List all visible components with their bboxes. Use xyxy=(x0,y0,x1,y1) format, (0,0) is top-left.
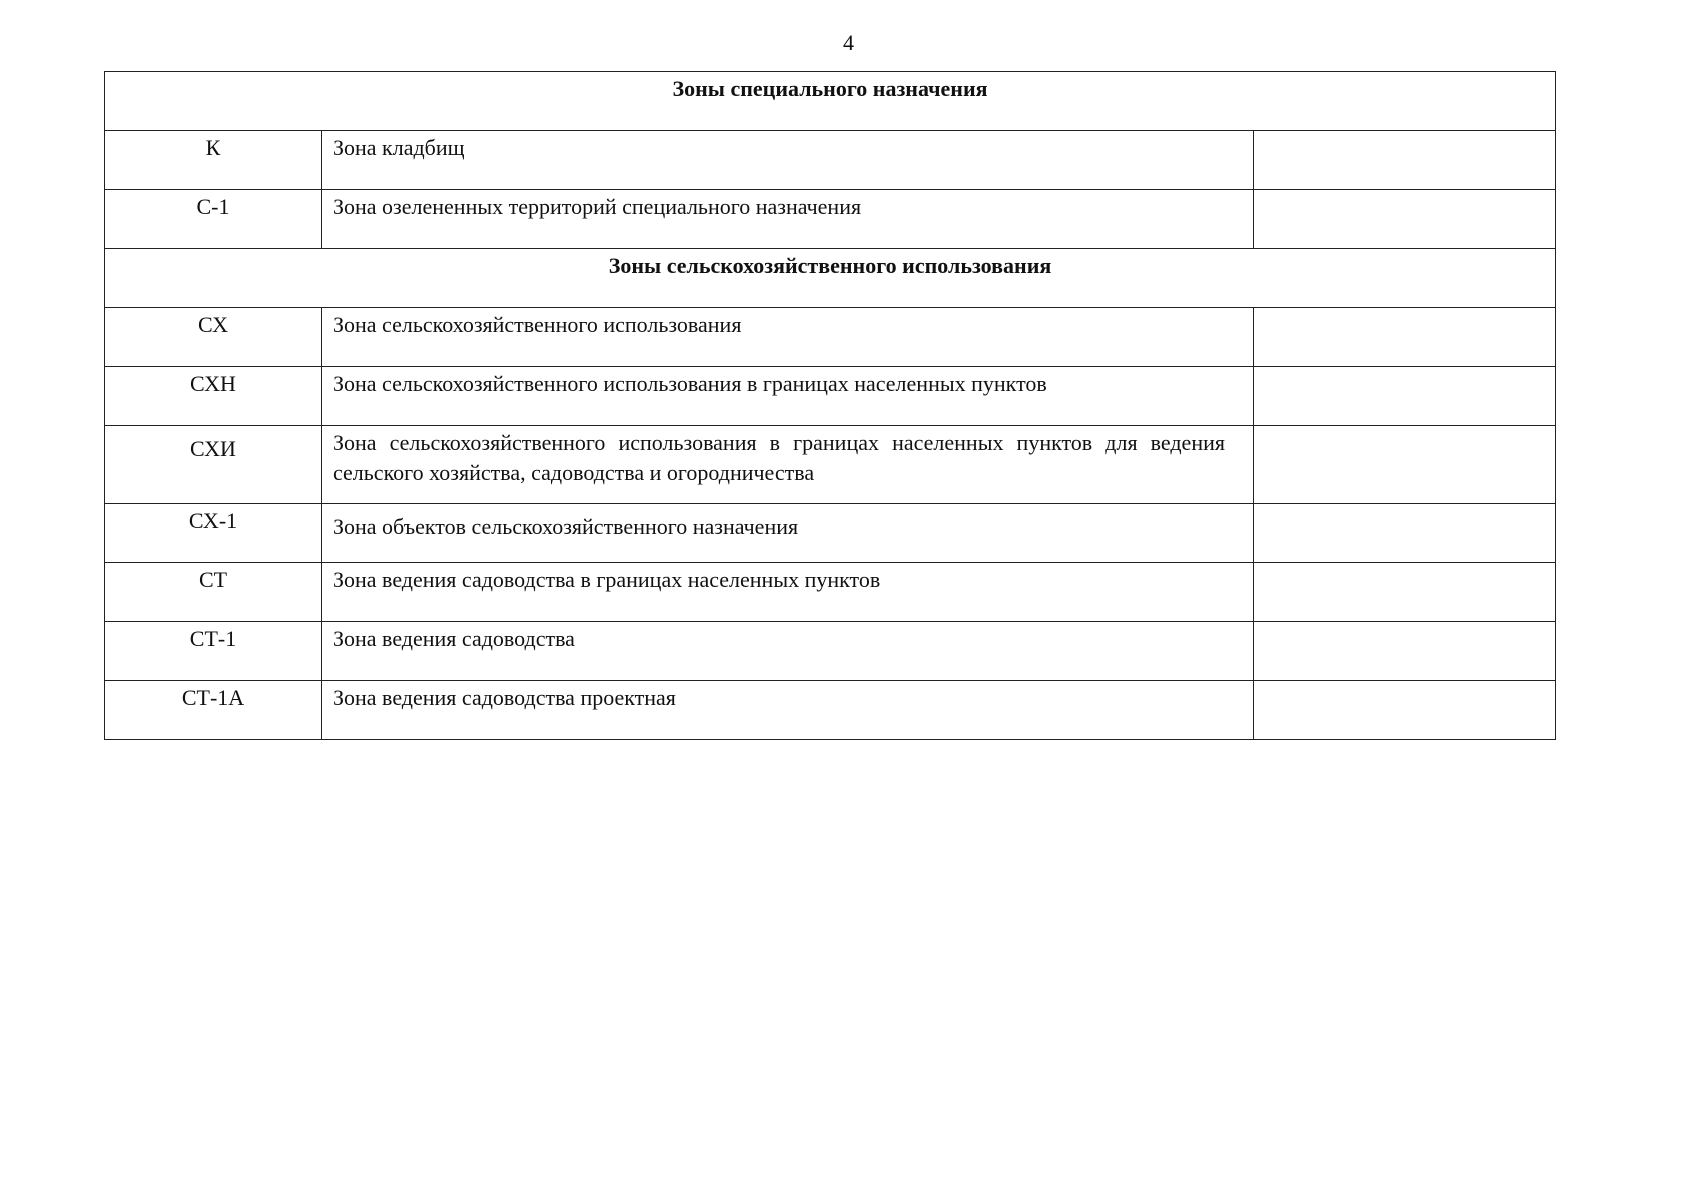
zone-code: СХИ xyxy=(105,426,322,504)
zone-description: Зона кладбищ xyxy=(322,131,1254,190)
section-title: Зоны сельскохозяйственного использования xyxy=(105,249,1556,308)
zone-description: Зона сельскохозяйственного использования в границах населенных пунктов xyxy=(322,367,1254,426)
section-header-row xyxy=(105,72,1556,131)
table-row xyxy=(105,426,1556,504)
table-row xyxy=(105,563,1556,622)
zone-extra xyxy=(1254,622,1556,681)
zone-extra xyxy=(1254,190,1556,249)
zone-description: Зона ведения садоводства проектная xyxy=(322,681,1254,740)
zone-code: СТ-1 xyxy=(105,622,322,681)
zone-description: Зона сельскохозяйственного использования в границах населенных пунктов для ведения сельского хозяйства, садоводства и огородничества xyxy=(322,426,1254,504)
zone-code: СТ xyxy=(105,563,322,622)
section-header-row xyxy=(105,249,1556,308)
zone-code: СХ-1 xyxy=(105,504,322,563)
table-row xyxy=(105,367,1556,426)
zone-extra xyxy=(1254,563,1556,622)
zone-description: Зона ведения садоводства в границах населенных пунктов xyxy=(322,563,1254,622)
zone-extra xyxy=(1254,308,1556,367)
table-row xyxy=(105,131,1556,190)
zone-code: С-1 xyxy=(105,190,322,249)
zone-description: Зона сельскохозяйственного использования xyxy=(322,308,1254,367)
table-row xyxy=(105,190,1556,249)
zone-extra xyxy=(1254,426,1556,504)
zone-description: Зона озелененных территорий специального назначения xyxy=(322,190,1254,249)
page-number: 4 xyxy=(843,30,854,55)
zone-extra xyxy=(1254,504,1556,563)
table-row xyxy=(105,308,1556,367)
zone-extra xyxy=(1254,681,1556,740)
table-row xyxy=(105,681,1556,740)
zone-code: СХ xyxy=(105,308,322,367)
table-row xyxy=(105,622,1556,681)
zone-extra xyxy=(1254,131,1556,190)
zone-code: СТ-1А xyxy=(105,681,322,740)
zones-table xyxy=(104,71,1556,740)
zone-description: Зона ведения садоводства xyxy=(322,622,1254,681)
zone-description: Зона объектов сельскохозяйственного назначения xyxy=(322,504,1254,563)
zone-code: К xyxy=(105,131,322,190)
zone-extra xyxy=(1254,367,1556,426)
table-row xyxy=(105,504,1556,563)
section-title: Зоны специального назначения xyxy=(105,72,1556,131)
zone-code: СХН xyxy=(105,367,322,426)
